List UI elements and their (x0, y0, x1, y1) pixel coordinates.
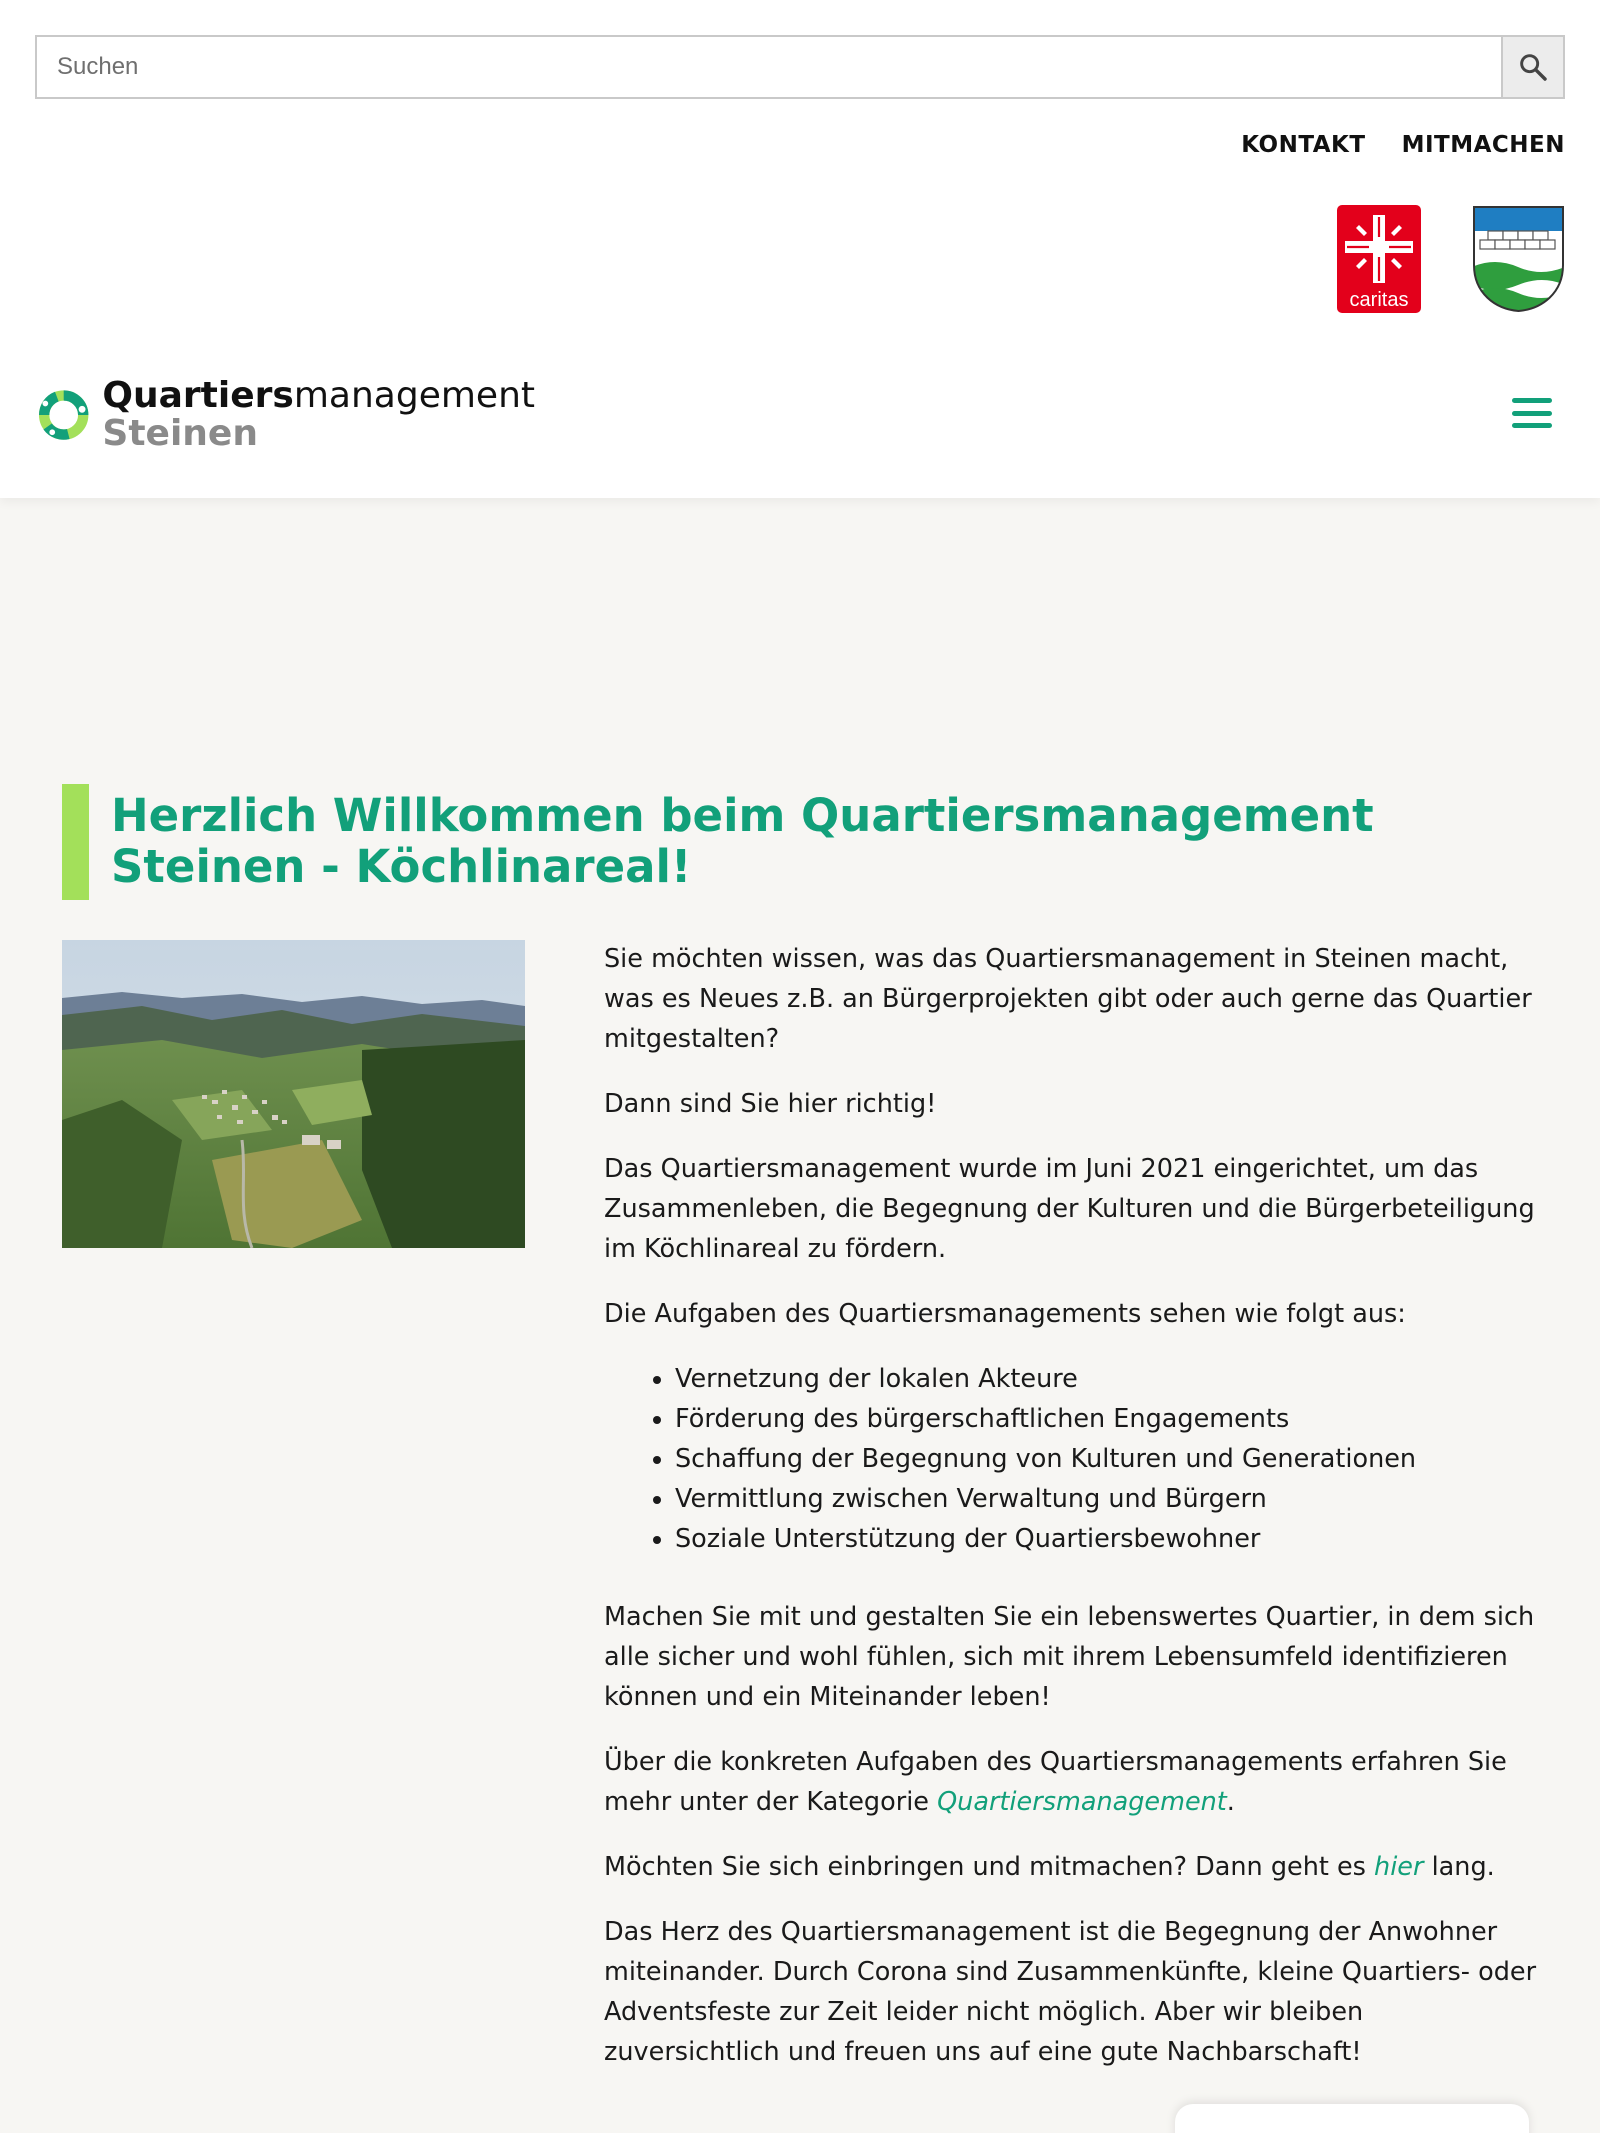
intro-text (604, 939, 1544, 2097)
search-button[interactable] (1501, 37, 1563, 97)
aerial-landscape-image (62, 940, 525, 1248)
menu-line (1512, 398, 1552, 403)
text-span: . (1226, 1787, 1235, 1817)
intro-paragraph: Das Herz des Quartiersmanagement ist die Begegnung der Anwohner miteinander. Durch Corona sind Zusammenkünfte, kleine Quartiers- oder Adventsfeste zur Zeit leider nicht möglich. Aber wir bleiben zuversichtlich und freuen uns auf eine gute Nachbarschaft! (604, 1917, 1537, 2067)
text-span: Möchten Sie sich einbringen und mitmachen? Dann geht es (604, 1852, 1375, 1882)
top-navigation (1241, 132, 1565, 158)
intro-paragraph: Die Aufgaben des Quartiersmanagements sehen wie folgt aus: (604, 1299, 1406, 1329)
list-item: • Vernetzung der lokalen Akteure (675, 1359, 1544, 1399)
intro-paragraph (604, 1742, 1544, 1822)
steinen-coat-of-arms[interactable] (1472, 205, 1565, 313)
nav-link-kontakt[interactable]: KONTAKT (1241, 132, 1366, 158)
floating-panel-tab[interactable] (1175, 2104, 1529, 2133)
link-hier[interactable]: hier (1374, 1852, 1424, 1882)
site-logo[interactable] (35, 365, 535, 465)
intro-paragraph (604, 1847, 1544, 1887)
list-item: • Schaffung der Begegnung von Kulturen und Generationen (675, 1439, 1544, 1479)
task-list (604, 1359, 1544, 1559)
intro-paragraph: Das Quartiersmanagement wurde im Juni 2021 eingerichtet, um das Zusammenleben, die Begegnung der Kulturen und die Bürgerbeteiligung im Köchlinareal zu fördern. (604, 1154, 1535, 1264)
text-span: lang. (1423, 1852, 1495, 1882)
nav-link-mitmachen[interactable]: MITMACHEN (1401, 132, 1565, 158)
list-item: • Vermittlung zwischen Verwaltung und Bürgern (675, 1479, 1544, 1519)
page-title: Herzlich Willkommen beim Quartiersmanagement Steinen - Köchlinareal! (111, 789, 1374, 893)
logo-text-bold: Quartiers (102, 375, 294, 417)
list-item: • Soziale Unterstützung der Quartiersbewohner (675, 1519, 1544, 1559)
site-header (0, 0, 1600, 498)
link-quartiersmanagement[interactable]: Quartiersmanagement (937, 1787, 1227, 1817)
logo-wordmark (102, 377, 535, 453)
menu-line (1512, 423, 1552, 428)
search-icon (1517, 51, 1549, 83)
intro-paragraph: Sie möchten wissen, was das Quartiersmanagement in Steinen macht, was es Neues z.B. an Bürgerprojekten gibt oder auch gerne das Quartier mitgestalten? (604, 944, 1532, 1054)
search-form (35, 35, 1565, 99)
title-accent-bar (62, 784, 89, 900)
menu-line (1512, 411, 1552, 416)
page-title-block (62, 784, 1542, 900)
caritas-label: caritas (1349, 289, 1409, 311)
intro-paragraph: Dann sind Sie hier richtig! (604, 1089, 937, 1119)
text-span: Über die konkreten Aufgaben des Quartiersmanagements erfahren Sie mehr unter der Kategorie (604, 1747, 1507, 1817)
logo-text-light: management (293, 375, 535, 417)
logo-text-steinen: Steinen (102, 413, 258, 454)
hamburger-menu-icon[interactable] (1512, 398, 1552, 428)
search-input[interactable] (37, 37, 1501, 97)
logo-mark-icon (35, 365, 92, 465)
intro-paragraph: Machen Sie mit und gestalten Sie ein lebenswertes Quartier, in dem sich alle sicher und wohl fühlen, sich mit ihrem Lebensumfeld identifizieren können und ein Miteinander leben! (604, 1602, 1535, 1712)
list-item: • Förderung des bürgerschaftlichen Engagements (675, 1399, 1544, 1439)
caritas-logo[interactable] (1337, 205, 1421, 313)
